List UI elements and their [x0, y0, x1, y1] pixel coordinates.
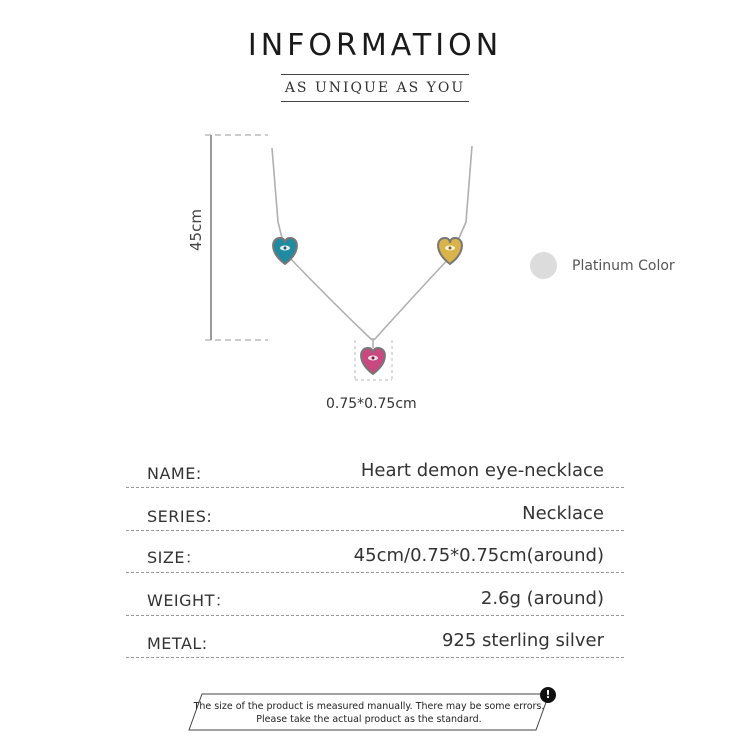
spec-value: Heart demon eye-necklace — [360, 460, 604, 481]
notice-line-2: Please take the actual product as the standard. — [256, 714, 482, 725]
spec-row-metal — [126, 617, 624, 658]
spec-value: 2.6g (around) — [480, 588, 604, 609]
spec-row-weight — [126, 575, 624, 616]
color-label: Platinum Color — [572, 258, 675, 274]
length-label: 45cm — [187, 209, 205, 251]
page-title: INFORMATION — [247, 28, 503, 63]
notice-text — [188, 700, 550, 726]
exclamation-icon: ! — [540, 687, 556, 703]
center-heart-pendant — [361, 348, 385, 374]
spec-key: NAME: — [147, 464, 202, 483]
spec-key: WEIGHT： — [147, 591, 232, 610]
right-heart-pendant — [438, 238, 462, 264]
spec-key: SIZE： — [147, 548, 202, 567]
disclaimer-notice — [188, 688, 551, 731]
spec-row-size — [126, 532, 624, 573]
notice-line-1: The size of the product is measured manually. There may be some errors. — [193, 701, 545, 712]
spec-key: SERIES: — [147, 507, 213, 526]
spec-value: Necklace — [522, 503, 604, 524]
left-heart-pendant — [273, 238, 297, 264]
pendant-size-label: 0.75*0.75cm — [326, 396, 417, 412]
platinum-color-swatch — [530, 252, 557, 279]
spec-row-series — [126, 490, 624, 531]
spec-key: METAL: — [147, 634, 208, 653]
subtitle: AS UNIQUE AS YOU — [284, 80, 466, 96]
length-dimension — [205, 135, 268, 340]
spec-value: 925 sterling silver — [441, 630, 604, 651]
spec-value: 45cm/0.75*0.75cm(around) — [353, 545, 604, 566]
spec-row-name — [126, 447, 624, 488]
subtitle-box — [276, 74, 474, 102]
